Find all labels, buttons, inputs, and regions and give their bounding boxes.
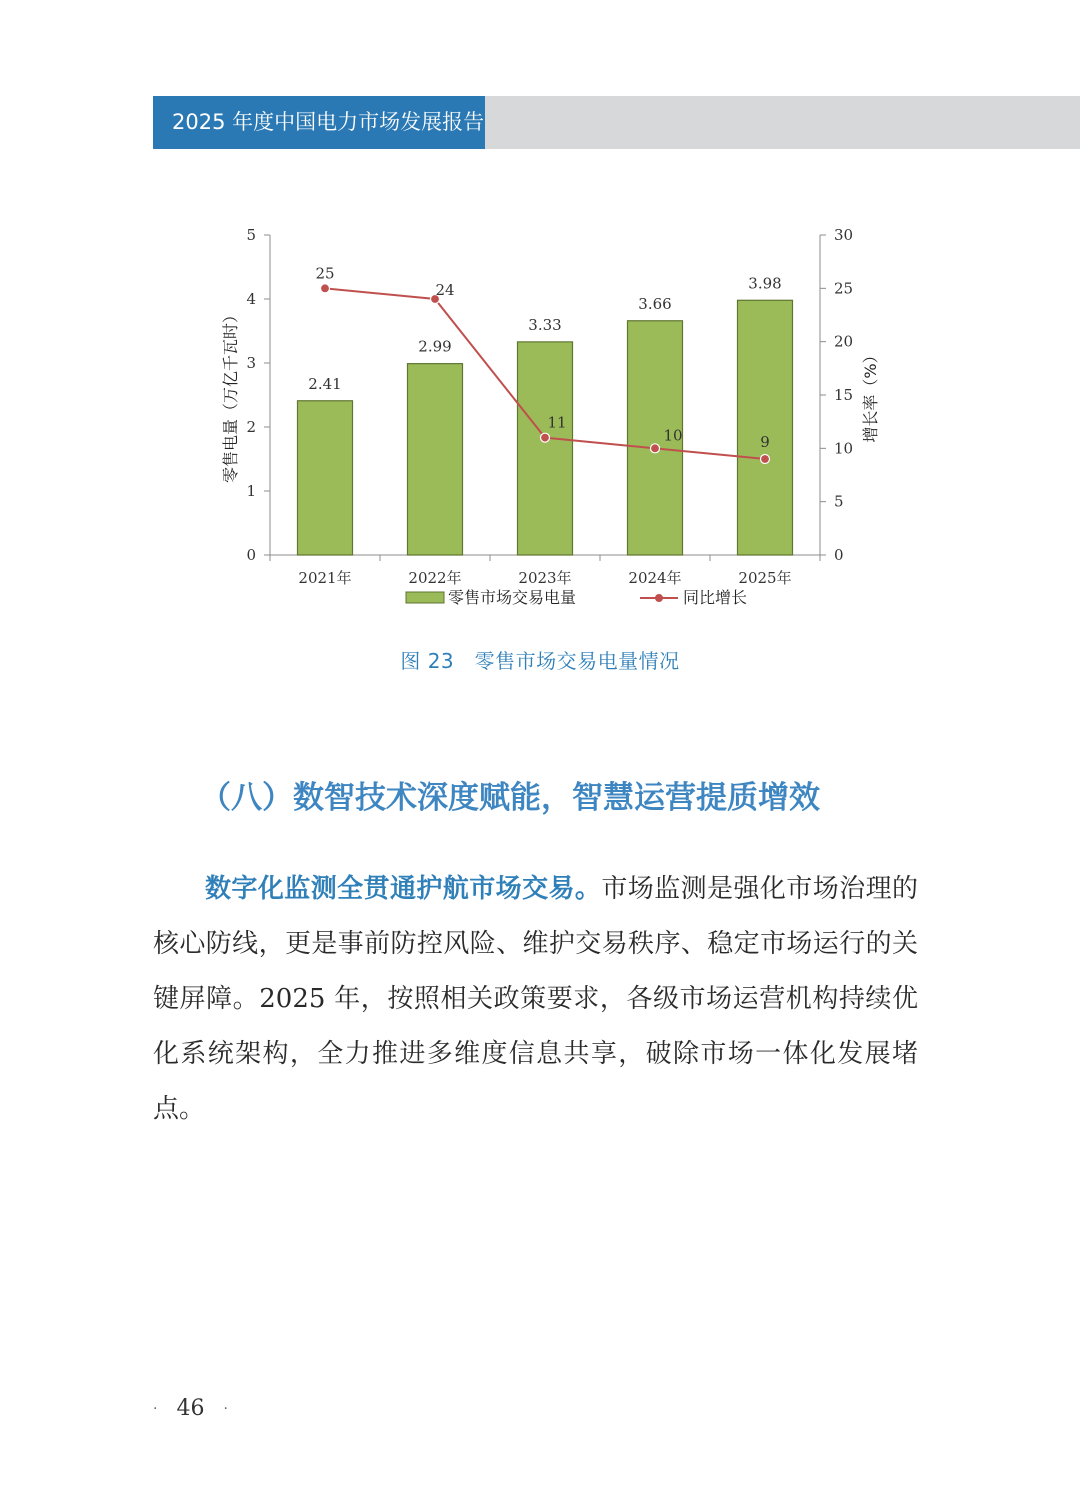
paragraph-lead: 数字化监测全贯通护航市场交易。 <box>205 874 602 904</box>
page-number: 46 <box>176 1396 205 1421</box>
x-category-label: 2023年 <box>518 569 572 587</box>
report-title: 2025 年度中国电力市场发展报告 <box>153 96 485 149</box>
x-category-label: 2021年 <box>298 569 352 587</box>
x-category-label: 2022年 <box>408 569 462 587</box>
left-tick-label: 5 <box>246 226 256 244</box>
body-paragraph <box>153 862 918 1137</box>
right-tick-label: 20 <box>834 332 854 351</box>
right-tick-label: 25 <box>834 279 854 298</box>
growth-point-1 <box>321 284 330 293</box>
legend-line-label: 同比增长 <box>683 588 748 607</box>
right-axis-title: 增长率（%） <box>861 347 880 443</box>
page-dot-right: · <box>223 1401 228 1417</box>
paragraph-body: 市场监测是强化市场治理的核心防线，更是事前防控风险、维护交易秩序、稳定市场运行的关键屏障。2025 年，按照相关政策要求，各级市场运营机构持续优化系统架构，全力推进多维度信息共享，破除市场一体化发展堵点。 <box>153 874 918 1124</box>
section-heading: （八）数智技术深度赋能，智慧运营提质增效 <box>200 780 820 816</box>
growth-value-label: 25 <box>315 264 335 283</box>
left-tick-label: 4 <box>246 290 256 308</box>
left-tick-label: 0 <box>246 546 256 564</box>
bar-value-label: 3.98 <box>748 274 782 293</box>
right-tick-label: 5 <box>834 492 844 511</box>
left-tick-label: 1 <box>246 482 256 500</box>
bar-value-label: 2.41 <box>308 374 342 393</box>
growth-value-label: 10 <box>663 426 683 445</box>
x-category-label: 2024年 <box>628 569 682 587</box>
chart-svg <box>200 215 900 625</box>
retail-electricity-chart <box>200 215 900 625</box>
left-tick-label: 3 <box>246 354 256 372</box>
bar-1 <box>298 401 353 555</box>
right-tick-label: 30 <box>834 226 854 244</box>
bar-value-label: 2.99 <box>418 337 452 356</box>
growth-point-4 <box>651 444 660 453</box>
growth-value-label: 24 <box>435 281 455 299</box>
growth-point-3 <box>541 433 550 442</box>
left-tick-label: 2 <box>246 418 256 436</box>
chart-caption: 图 23 零售市场交易电量情况 <box>400 649 680 673</box>
growth-value-label: 11 <box>547 413 567 432</box>
page-dot-left: · <box>153 1401 158 1417</box>
bar-5 <box>738 300 793 555</box>
right-tick-label: 10 <box>834 439 854 458</box>
bar-3 <box>518 342 573 555</box>
page-number-footer <box>153 1396 228 1421</box>
bar-2 <box>408 364 463 555</box>
legend-bar-swatch <box>406 592 444 603</box>
growth-value-label: 9 <box>760 433 770 451</box>
right-tick-label: 15 <box>834 386 854 404</box>
bar-value-label: 3.66 <box>638 294 672 313</box>
legend-bar-label: 零售市场交易电量 <box>448 588 577 607</box>
legend-line-marker <box>655 594 663 602</box>
bar-value-label: 3.33 <box>528 315 562 334</box>
right-tick-label: 0 <box>834 546 844 564</box>
x-category-label: 2025年 <box>738 569 792 587</box>
left-axis-title: 零售电量（万亿千瓦时） <box>221 306 240 484</box>
growth-point-5 <box>761 455 770 464</box>
